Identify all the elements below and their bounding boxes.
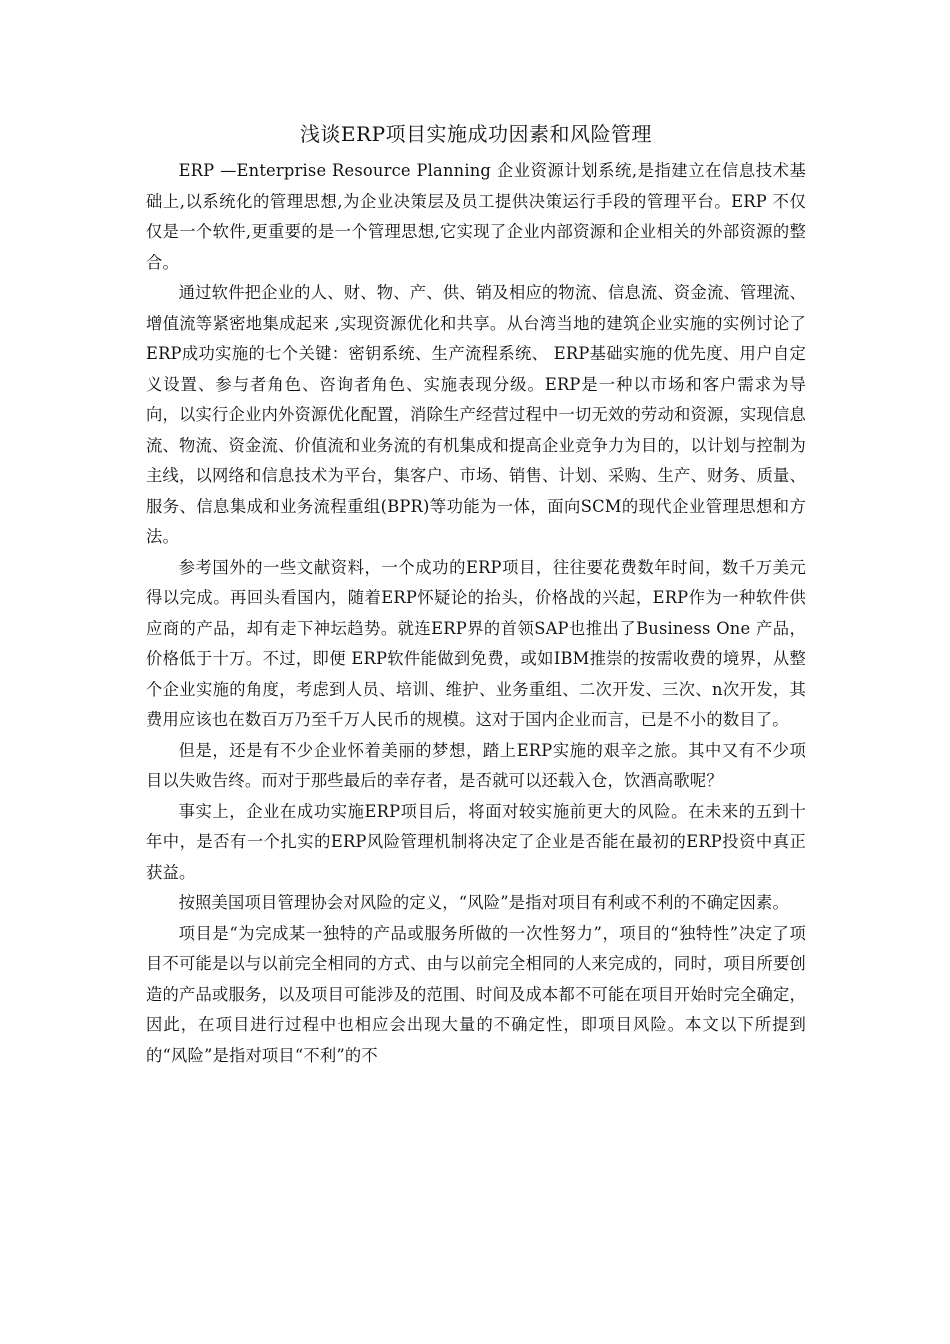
paragraph-erp-integration: 通过软件把企业的人、财、物、产、供、销及相应的物流、信息流、资金流、管理流、增值流等紧密地集成起来 ,实现资源优化和共享。从台湾当地的建筑企业实施的实例讨论了 ERP成功实施的七个关键：密钥系统、生产流程系统、 ERP基础实施的优先度、用户自定义设置、参与者角色、咨询者角色、实施表现分级。ERP是一种以市场和客户需求为导向，以实行企业内外资源优化配置，消除生产经营过程中一切无效的劳动和资源，实现信息流、物流、资金流、价值流和业务流的有机集成和提高企业竞争力为目的，以计划与控制为主线，以网络和信息技术为平台，集客户、市场、销售、计划、采购、生产、财务、质量、服务、信息集成和业务流程重组(BPR)等功能为一体，面向SCM的现代企业管理思想和方法。: [146, 283, 806, 546]
document-title: 浅谈ERP项目实施成功因素和风险管理: [299, 122, 653, 146]
paragraph-erp-definition: ERP —Enterprise Resource Planning 企业资源计划系统,是指建立在信息技术基础上,以系统化的管理思想,为企业决策层及员工提供决策运行手段的管理平台。ERP 不仅仅是一个软件,更重要的是一个管理思想,它实现了企业内部资源和企业相关的外部资源的整合。: [146, 161, 806, 272]
document-page: [146, 118, 806, 1071]
paragraph-erp-cost: 参考国外的一些文献资料，一个成功的ERP项目，往往要花费数年时间，数千万美元得以完成。再回头看国内，随着ERP怀疑论的抬头，价格战的兴起，ERP作为一种软件供应商的产品，却有走下神坛趋势。就连ERP界的首领SAP也推出了Business One 产品，价格低于十万。不过，即便 ERP软件能做到免费，或如IBM推崇的按需收费的境界，从整个企业实施的角度，考虑到人员、培训、维护、业务重组、二次开发、三次、n次开发，其费用应该也在数百万乃至千万人民币的规模。这对于国内企业而言，已是不小的数目了。: [146, 557, 806, 729]
paragraph-erp-post-risk: 事实上，企业在成功实施ERP项目后，将面对较实施前更大的风险。在未来的五到十年中，是否有一个扎实的ERP风险管理机制将决定了企业是否能在最初的ERP投资中真正获益。: [146, 801, 806, 882]
paragraph-risk-definition: 按照美国项目管理协会对风险的定义，“风险”是指对项目有利或不利的不确定因素。: [178, 893, 789, 912]
paragraph-project-uniqueness: 项目是“为完成某一独特的产品或服务所做的一次性努力”，项目的“独特性”决定了项目不可能是以与以前完全相同的方式、由与以前完全相同的人来完成的，同时，项目所要创造的产品或服务，以及项目可能涉及的范围、时间及成本都不可能在项目开始时完全确定，因此，在项目进行过程中也相应会出现大量的不确定性，即项目风险。本文以下所提到的“风险”是指对项目“不利”的不: [146, 923, 806, 1065]
paragraph-erp-survivors: 但是，还是有不少企业怀着美丽的梦想，踏上ERP实施的艰辛之旅。其中又有不少项目以失败告终。而对于那些最后的幸存者，是否就可以还载入仓，饮酒高歌呢？: [146, 740, 806, 790]
